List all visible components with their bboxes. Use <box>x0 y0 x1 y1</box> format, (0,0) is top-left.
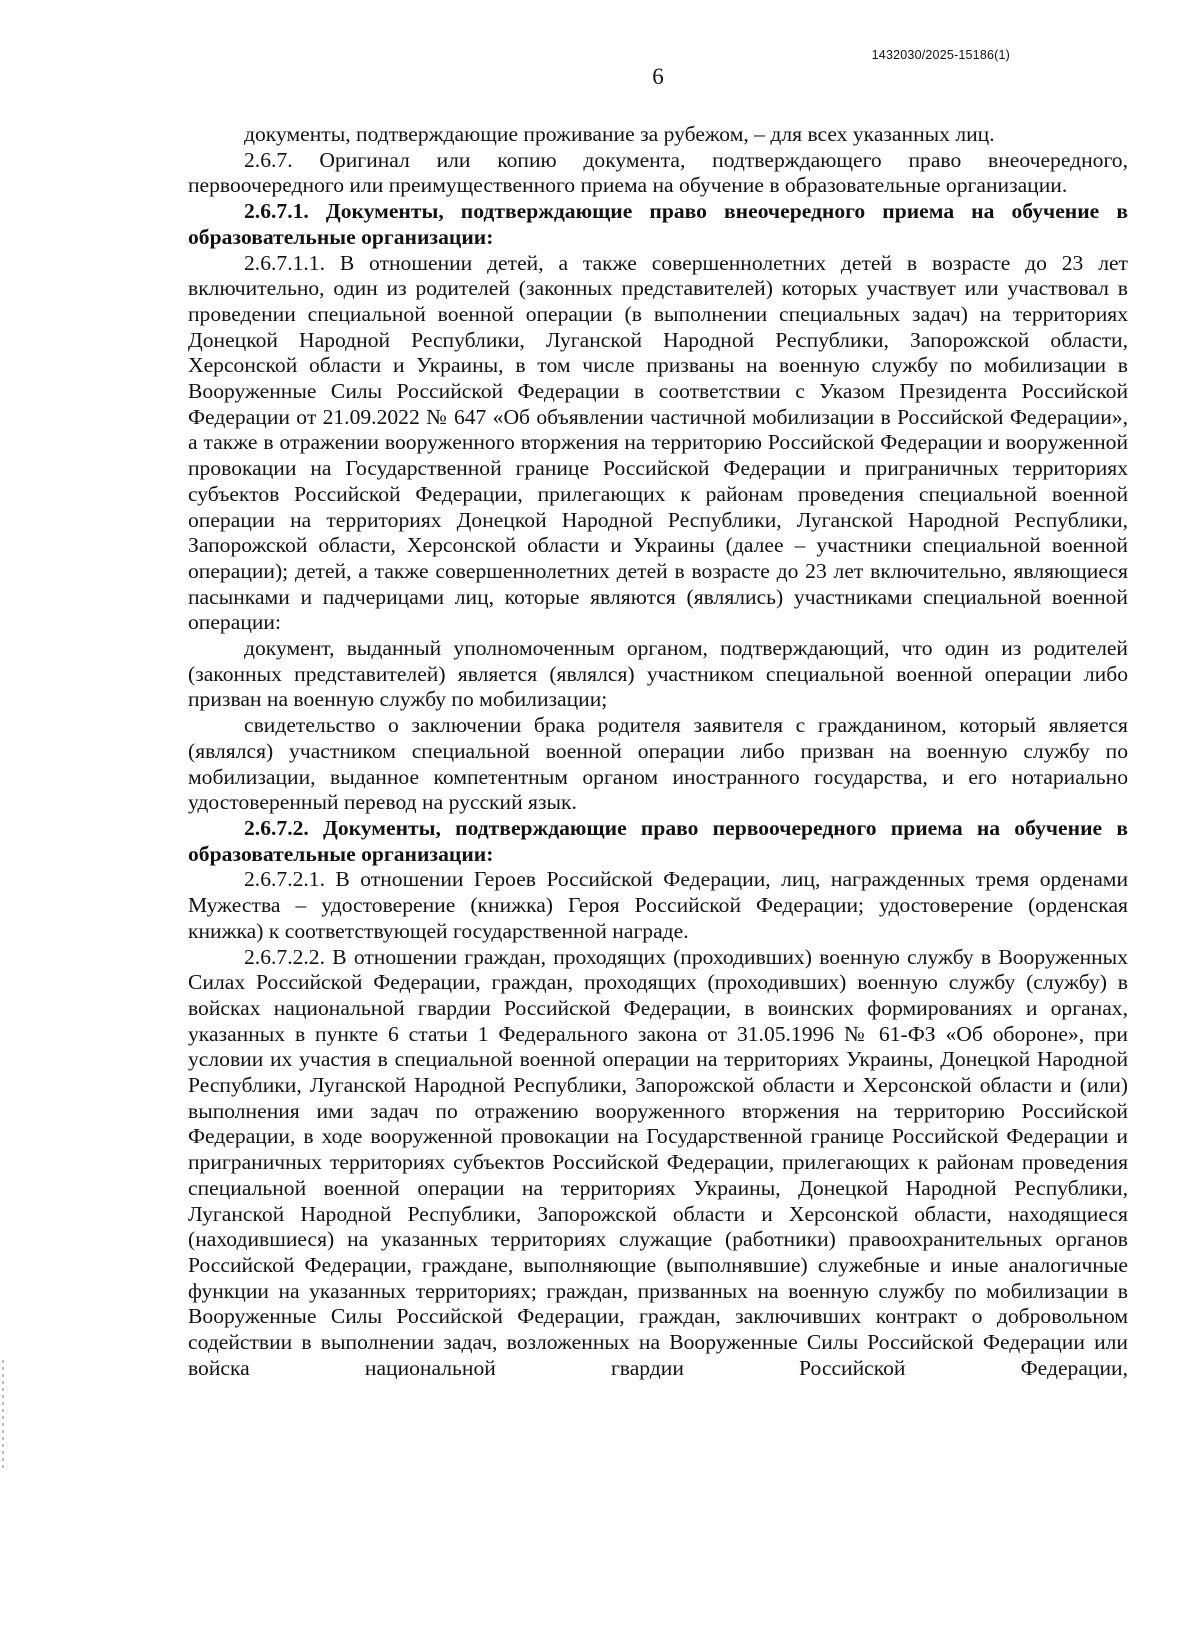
scan-edge-mark <box>2 1360 4 1470</box>
heading-2-6-7-2 <box>188 816 1128 867</box>
paragraph-2-6-7-1-1: 2.6.7.1.1. В отношении детей, а также совершеннолетних детей в возрасте до 23 лет включительно, один из родителей (законных представителей) которых участвует или участвовал в проведении специальной военной операции (в выполнении специальных задач) на территориях Донецкой Народной Республики, Луганской Народной Республики, Запорожской области, Херсонской области и Украины, в том числе призваны на военную службу по мобилизации в Вооруженные Силы Российской Федерации в соответствии с Указом Президента Российской Федерации от 21.09.2022 № 647 «Об объявлении частичной мобилизации в Российской Федерации», а также в отражении вооруженного вторжения на территорию Российской Федерации и вооруженной провокации на Государственной границе Российской Федерации и приграничных территориях субъектов Российской Федерации, прилегающих к районам проведения специальной военной операции на территориях Донецкой Народной Республики, Луганской Народной Республики, Запорожской области, Херсонской области и Украины (далее – участники специальной военной операции); детей, а также совершеннолетних детей в возрасте до 23 лет включительно, являющиеся пасынками и падчерицами лиц, которые являются (являлись) участниками специальной военной операции: <box>188 250 1128 635</box>
heading-2-6-7-1 <box>188 199 1128 250</box>
document-registration-number: 1432030/2025-15186(1) <box>871 48 1010 62</box>
paragraph-authority-document: документ, выданный уполномоченным органом, подтверждающий, что один из родителей (законных представителей) является (являлся) участником специальной военной операции либо призван на военную службу по мобилизации; <box>188 636 1128 712</box>
heading-2-6-7-1-text: 2.6.7.1. Документы, подтверждающие право внеочередного приема на обучение в образовательные организации: <box>188 199 1128 249</box>
paragraph-residence-docs: документы, подтверждающие проживание за рубежом, – для всех указанных лиц. <box>244 122 995 146</box>
document-body <box>188 122 1128 1381</box>
page-number: 6 <box>652 64 664 89</box>
paragraph-2-6-7-2-1: 2.6.7.2.1. В отношении Героев Российской Федерации, лиц, награжденных тремя орденами Мужества – удостоверение (книжка) Героя Российской Федерации; удостоверение (орденская книжка) к соответствующей государственной награде. <box>188 867 1128 943</box>
heading-2-6-7-2-text: 2.6.7.2. Документы, подтверждающие право первоочередного приема на обучение в образовательные организации: <box>188 815 1128 866</box>
paragraph-2-6-7-2-2: 2.6.7.2.2. В отношении граждан, проходящих (проходивших) военную службу в Вооруженных Силах Российской Федерации, граждан, проходящих (проходивших) военную службу (службу) в войсках национальной гвардии Российской Федерации, в воинских формированиях и органах, указанных в пункте 6 статьи 1 Федерального закона от 31.05.1996 № 61-ФЗ «Об обороне», при условии их участия в специальной военной операции на территориях Украины, Донецкой Народной Республики, Луганской Народной Республики, Запорожской области и Херсонской области и (или) выполнения ими задач по отражению вооруженного вторжения на территорию Российской Федерации, в ходе вооруженной провокации на Государственной границе Российской Федерации и приграничных территориях субъектов Российской Федерации, прилегающих к районам проведения специальной военной операции на территориях Украины, Донецкой Народной Республики, Луганской Народной Республики, Запорожской области и Херсонской области, находящиеся (находившиеся) на указанных территориях служащие (работники) правоохранительных органов Российской Федерации, граждане, выполняющие (выполнявшие) служебные и иные аналогичные функции на указанных территориях; граждан, призванных на военную службу по мобилизации в Вооруженные Силы Российской Федерации, граждан, заключивших контракт о добровольном содействии в выполнении задач, возложенных на Вооруженные Силы Российской Федерации или войска национальной гвардии Российской Федерации, <box>188 944 1128 1380</box>
paragraph-marriage-certificate: свидетельство о заключении брака родителя заявителя с гражданином, который является (являлся) участником специальной военной операции либо призван на военную службу по мобилизации, выданное компетентным органом иностранного государства, и его нотариально удостоверенный перевод на русский язык. <box>188 713 1128 815</box>
paragraph-2-6-7: 2.6.7. Оригинал или копию документа, подтверждающего право внеочередного, первоочередного или преимущественного приема на обучение в образовательные организации. <box>188 147 1128 198</box>
